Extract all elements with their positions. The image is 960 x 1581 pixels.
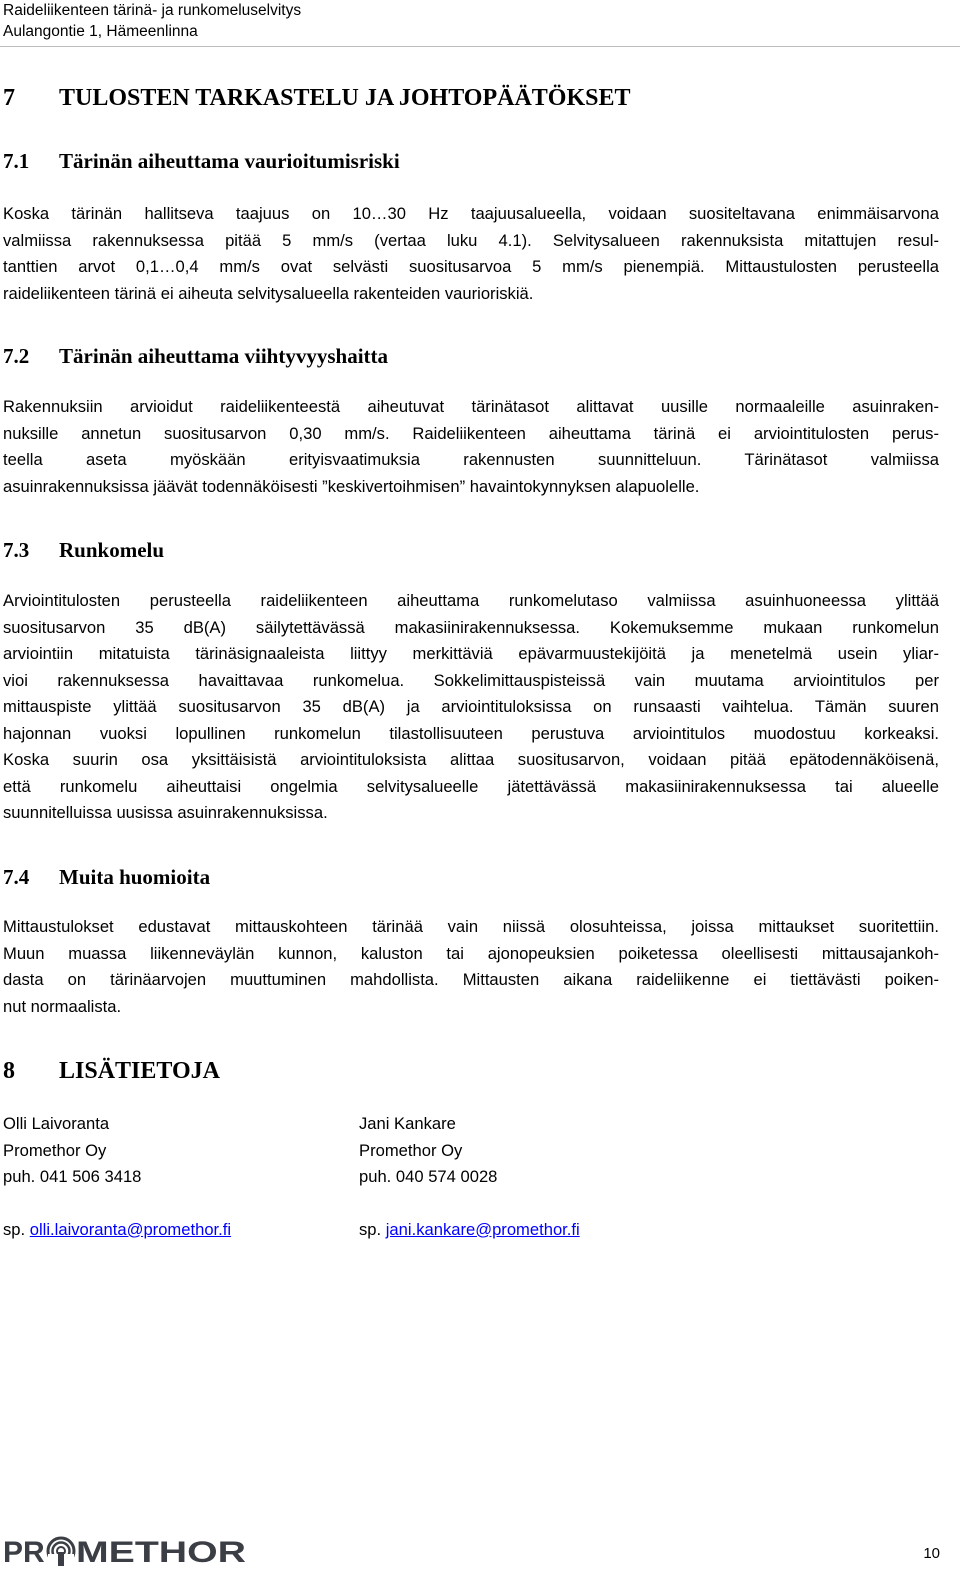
contact-card bbox=[3, 1111, 231, 1243]
paragraph-line: Rakennuksiin arvioidut raideliikenteestä aiheutuvat tärinätasot alittavat uusille normaaleille asuinraken- bbox=[3, 397, 939, 416]
section-7-4-heading bbox=[3, 863, 210, 891]
section-number: 7.2 bbox=[3, 344, 30, 368]
contact-company: Promethor Oy bbox=[3, 1140, 107, 1160]
paragraph-line: Muun muassa liikenneväylän kunnon, kaluston tai ajonopeuksien poiketessa oleellisesti mittausajankoh- bbox=[3, 943, 939, 963]
section-7-4-paragraph bbox=[3, 914, 939, 1020]
document-header bbox=[3, 0, 301, 42]
section-7-2-heading bbox=[3, 342, 388, 370]
paragraph-line: asuinrakennuksissa jäävät todennäköisesti ”keskivertoihmisen” havaintokynnyksen alapuolelle. bbox=[3, 476, 700, 496]
paragraph-line: hajonnan vuoksi lopullinen runkomelun tilastollisuuteen perustuva arviointitulos muodostuu korkeaksi. bbox=[3, 723, 939, 743]
paragraph-line: Mittaustulokset edustavat mittauskohteen tärinää vain niissä olosuhteissa, joissa mittaukset suoritettiin. bbox=[3, 917, 939, 936]
contact-email-row bbox=[359, 1217, 580, 1244]
contact-name: Jani Kankare bbox=[359, 1114, 456, 1133]
contact-card bbox=[359, 1111, 580, 1243]
logo-text-right: METHOR bbox=[76, 1536, 247, 1566]
logo-o-mark bbox=[48, 1538, 74, 1566]
section-7-3-heading bbox=[3, 536, 164, 564]
section-7-3-paragraph bbox=[3, 588, 939, 827]
paragraph-line: dasta on tärinäarvojen muuttuminen mahdollista. Mittausten aikana raideliikenne ei tiettävästi poiken- bbox=[3, 970, 939, 989]
section-title: Muita huomioita bbox=[59, 865, 211, 889]
email-prefix: sp. bbox=[3, 1219, 30, 1239]
paragraph-line: teella aseta myöskään erityisvaatimuksia rakennusten suunnitteluun. Tärinätasot valmiissa bbox=[3, 450, 939, 469]
contact-email-row bbox=[3, 1217, 231, 1244]
section-title: LISÄTIETOJA bbox=[59, 1058, 220, 1084]
section-number: 7.1 bbox=[3, 149, 30, 173]
section-7-1-heading bbox=[3, 147, 400, 175]
promethor-logo bbox=[3, 1534, 248, 1566]
paragraph-line: vioi rakennuksessa havaittavaa runkomelua. Sokkelimittauspisteissä vain muutama arviointitulos per bbox=[3, 670, 939, 690]
email-link[interactable]: jani.kankare@promethor.fi bbox=[385, 1219, 580, 1239]
email-prefix: sp. bbox=[359, 1219, 386, 1239]
section-7-2-paragraph bbox=[3, 394, 939, 500]
section-title: Tärinän aiheuttama vaurioitumisriski bbox=[59, 149, 400, 173]
paragraph-line: arviointiin mitatuista tärinäsignaaleista liittyy merkittäviä epävarmuustekijöitä ja menetelmä usein yliar- bbox=[3, 644, 939, 663]
contact-name: Olli Laivoranta bbox=[3, 1114, 110, 1133]
paragraph-line: raideliikenteen tärinä ei aiheuta selvitysalueella rakenteiden vaurioriskiä. bbox=[3, 283, 534, 303]
paragraph-line: suositusarvon 35 dB(A) säilytettävässä makasiinirakennuksessa. Kokemuksemme mukaan runkomelun bbox=[3, 617, 939, 637]
paragraph-line: suunnitelluissa uusissa asuinrakennuksissa. bbox=[3, 803, 328, 822]
header-title: Raideliikenteen tärinä- ja runkomeluselvitys bbox=[3, 2, 302, 19]
section-7-1-paragraph bbox=[3, 201, 939, 307]
section-title: Tärinän aiheuttama viihtyvyyshaitta bbox=[59, 344, 389, 368]
section-number: 7.4 bbox=[3, 865, 30, 889]
paragraph-line: valmiissa rakennuksessa pitää 5 mm/s (vertaa luku 4.1). Selvitysalueen rakennuksista mitattujen resul- bbox=[3, 230, 939, 250]
paragraph-line: mittauspiste ylittää suositusarvon 35 dB(A) ja arviointituloksissa on runsaasti vaihtelua. Tämän suuren bbox=[3, 697, 939, 716]
section-number: 7 bbox=[3, 85, 15, 111]
contact-phone: puh. 041 506 3418 bbox=[3, 1167, 142, 1186]
paragraph-line: että runkomelu aiheuttaisi ongelmia selvitysalueelle jätettävässä makasiinirakennuksessa tai alueelle bbox=[3, 776, 939, 796]
section-number: 8 bbox=[3, 1058, 15, 1084]
paragraph-line: tanttien arvot 0,1…0,4 mm/s ovat selvästi suositusarvoa 5 mm/s pienempiä. Mittaustulosten perusteella bbox=[3, 257, 939, 276]
paragraph-line: Arviointitulosten perusteella raideliikenteen aiheuttama runkomelutaso valmiissa asuinhuoneessa ylittää bbox=[3, 591, 939, 610]
section-number: 7.3 bbox=[3, 538, 30, 562]
contact-phone: puh. 040 574 0028 bbox=[359, 1167, 498, 1186]
section-7-heading bbox=[3, 83, 631, 113]
header-address: Aulangontie 1, Hämeenlinna bbox=[3, 23, 198, 40]
section-8-heading bbox=[3, 1056, 220, 1086]
section-title: Runkomelu bbox=[59, 538, 165, 562]
section-title: TULOSTEN TARKASTELU JA JOHTOPÄÄTÖKSET bbox=[59, 85, 631, 111]
paragraph-line: Koska tärinän hallitseva taajuus on 10…30 Hz taajuusalueella, voidaan suositeltavana enimmäisarvona bbox=[3, 204, 939, 223]
paragraph-line: nut normaalista. bbox=[3, 996, 122, 1016]
header-divider bbox=[0, 46, 960, 47]
paragraph-line: nuksille annetun suositusarvon 0,30 mm/s. Raideliikenteen aiheuttama tärinä ei arviointitulosten perus- bbox=[3, 423, 939, 443]
contact-company: Promethor Oy bbox=[359, 1140, 463, 1160]
paragraph-line: Koska suurin osa yksittäisistä arviointituloksista alittaa suositusarvon, voidaan pitää epätodennäköisenä, bbox=[3, 750, 939, 769]
page-number: 10 bbox=[923, 1545, 940, 1562]
email-link[interactable]: olli.laivoranta@promethor.fi bbox=[29, 1219, 232, 1239]
logo-text-left: PR bbox=[3, 1536, 45, 1566]
